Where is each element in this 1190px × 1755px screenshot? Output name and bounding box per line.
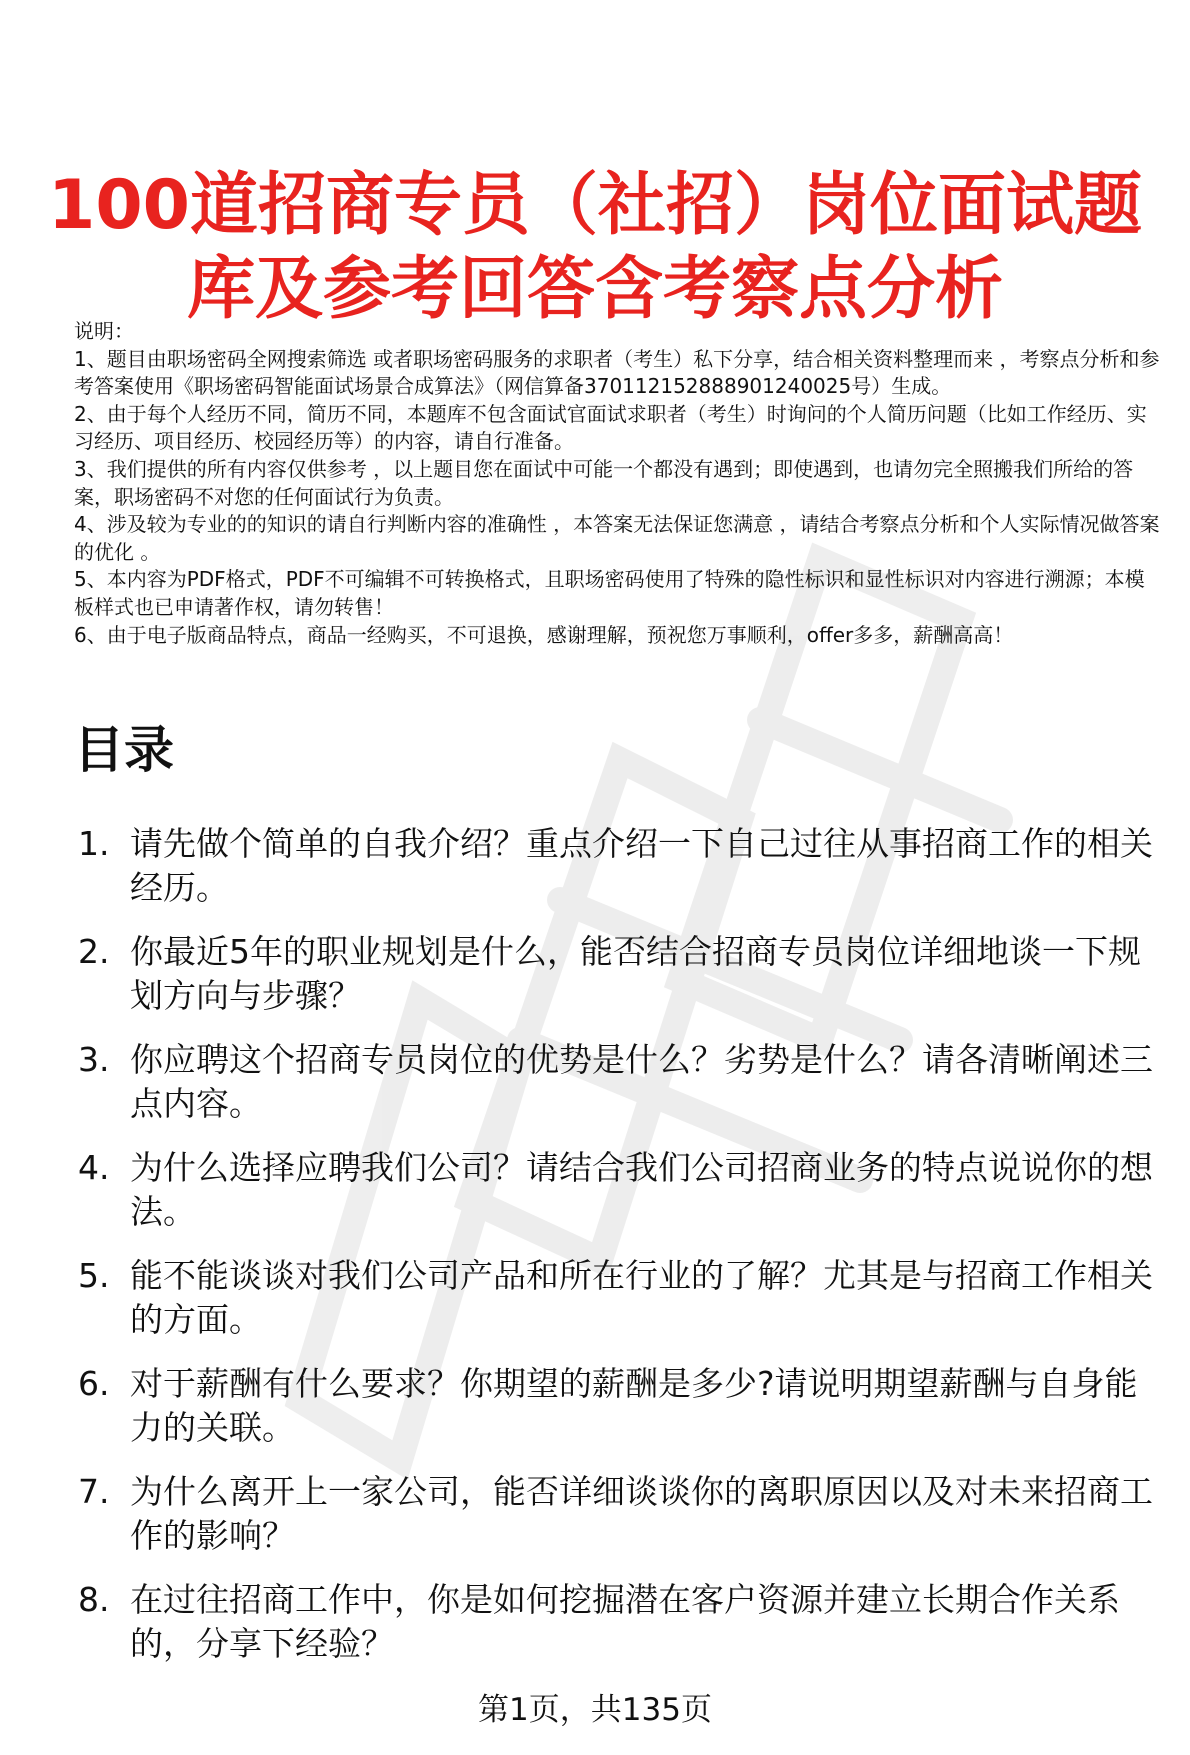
question-number: 3. [78, 1040, 110, 1079]
note-item-6: 6、由于电子版商品特点，商品一经购买，不可退换，感谢理解，预祝您万事顺利，offer多多，薪酬高高！ [74, 622, 1014, 647]
question-list [78, 822, 1168, 1686]
note-item-2: 2、由于每个人经历不同，简历不同，本题库不包含面试官面试求职者（考生）时询问的个人简历问题（比如工作经历、实习经历、项目经历、校园经历等）的内容，请自行准备。 [74, 401, 1147, 454]
toc-heading: 目录 [74, 721, 174, 779]
question-text: 你最近5年的职业规划是什么，能否结合招商专员岗位详细地谈一下规划方向与步骤？ [130, 932, 1141, 1015]
question-text: 对于薪酬有什么要求？你期望的薪酬是多少?请说明期望薪酬与自身能力的关联。 [130, 1364, 1138, 1447]
question-text: 能不能谈谈对我们公司产品和所在行业的了解？尤其是与招商工作相关的方面。 [130, 1256, 1153, 1339]
document-title [40, 164, 1150, 332]
question-number: 1. [78, 824, 110, 863]
question-text: 为什么离开上一家公司，能否详细谈谈你的离职原因以及对未来招商工作的影响？ [130, 1472, 1153, 1555]
question-number: 7. [78, 1472, 110, 1511]
question-item[interactable] [78, 1470, 1168, 1558]
question-text: 在过往招商工作中，你是如何挖掘潜在客户资源并建立长期合作关系的，分享下经验？ [130, 1580, 1120, 1663]
question-number: 5. [78, 1256, 110, 1295]
title-line-1: 100道招商专员（社招）岗位面试题 [48, 165, 1142, 245]
title-line-2: 库及参考回答含考察点分析 [186, 249, 1003, 329]
question-item[interactable] [78, 1362, 1168, 1450]
page-number: 第1页，共135页 [478, 1692, 712, 1728]
question-item[interactable] [78, 1578, 1168, 1666]
question-number: 2. [78, 932, 110, 971]
question-number: 6. [78, 1364, 110, 1403]
note-item-3: 3、我们提供的所有内容仅供参考 ，以上题目您在面试中可能一个都没有遇到；即使遇到，也请勿完全照搬我们所给的答案，职场密码不对您的任何面试行为负责。 [74, 456, 1134, 509]
question-text: 为什么选择应聘我们公司？请结合我们公司招商业务的特点说说你的想法。 [130, 1148, 1153, 1231]
question-number: 8. [78, 1580, 110, 1619]
note-item-4: 4、涉及较为专业的的知识的请自行判断内容的准确性 ，本答案无法保证您满意 ，请结合考察点分析和个人实际情况做答案的优化 。 [74, 512, 1160, 564]
disclaimer-notes [74, 318, 1164, 649]
question-text: 你应聘这个招商专员岗位的优势是什么？劣势是什么？请各清晰阐述三点内容。 [130, 1040, 1153, 1123]
question-item[interactable] [78, 930, 1168, 1018]
question-number: 4. [78, 1148, 110, 1187]
question-item[interactable] [78, 1038, 1168, 1126]
notes-heading: 说明： [74, 319, 134, 343]
question-item[interactable] [78, 1254, 1168, 1342]
note-item-1: 1、题目由职场密码全网搜索筛选 或者职场密码服务的求职者（考生）私下分享，结合相关资料整理而来 ，考察点分析和参考答案使用《职场密码智能面试场景合成算法》（网信算备370112152888901240025号）生成。 [74, 346, 1160, 399]
question-item[interactable] [78, 1146, 1168, 1234]
question-item[interactable] [78, 822, 1168, 910]
note-item-5: 5、本内容为PDF格式，PDF不可编辑不可转换格式，且职场密码使用了特殊的隐性标识和显性标识对内容进行溯源；本模板样式也已申请著作权，请勿转售！ [74, 567, 1145, 619]
question-text: 请先做个简单的自我介绍？重点介绍一下自己过往从事招商工作的相关经历。 [130, 824, 1153, 907]
